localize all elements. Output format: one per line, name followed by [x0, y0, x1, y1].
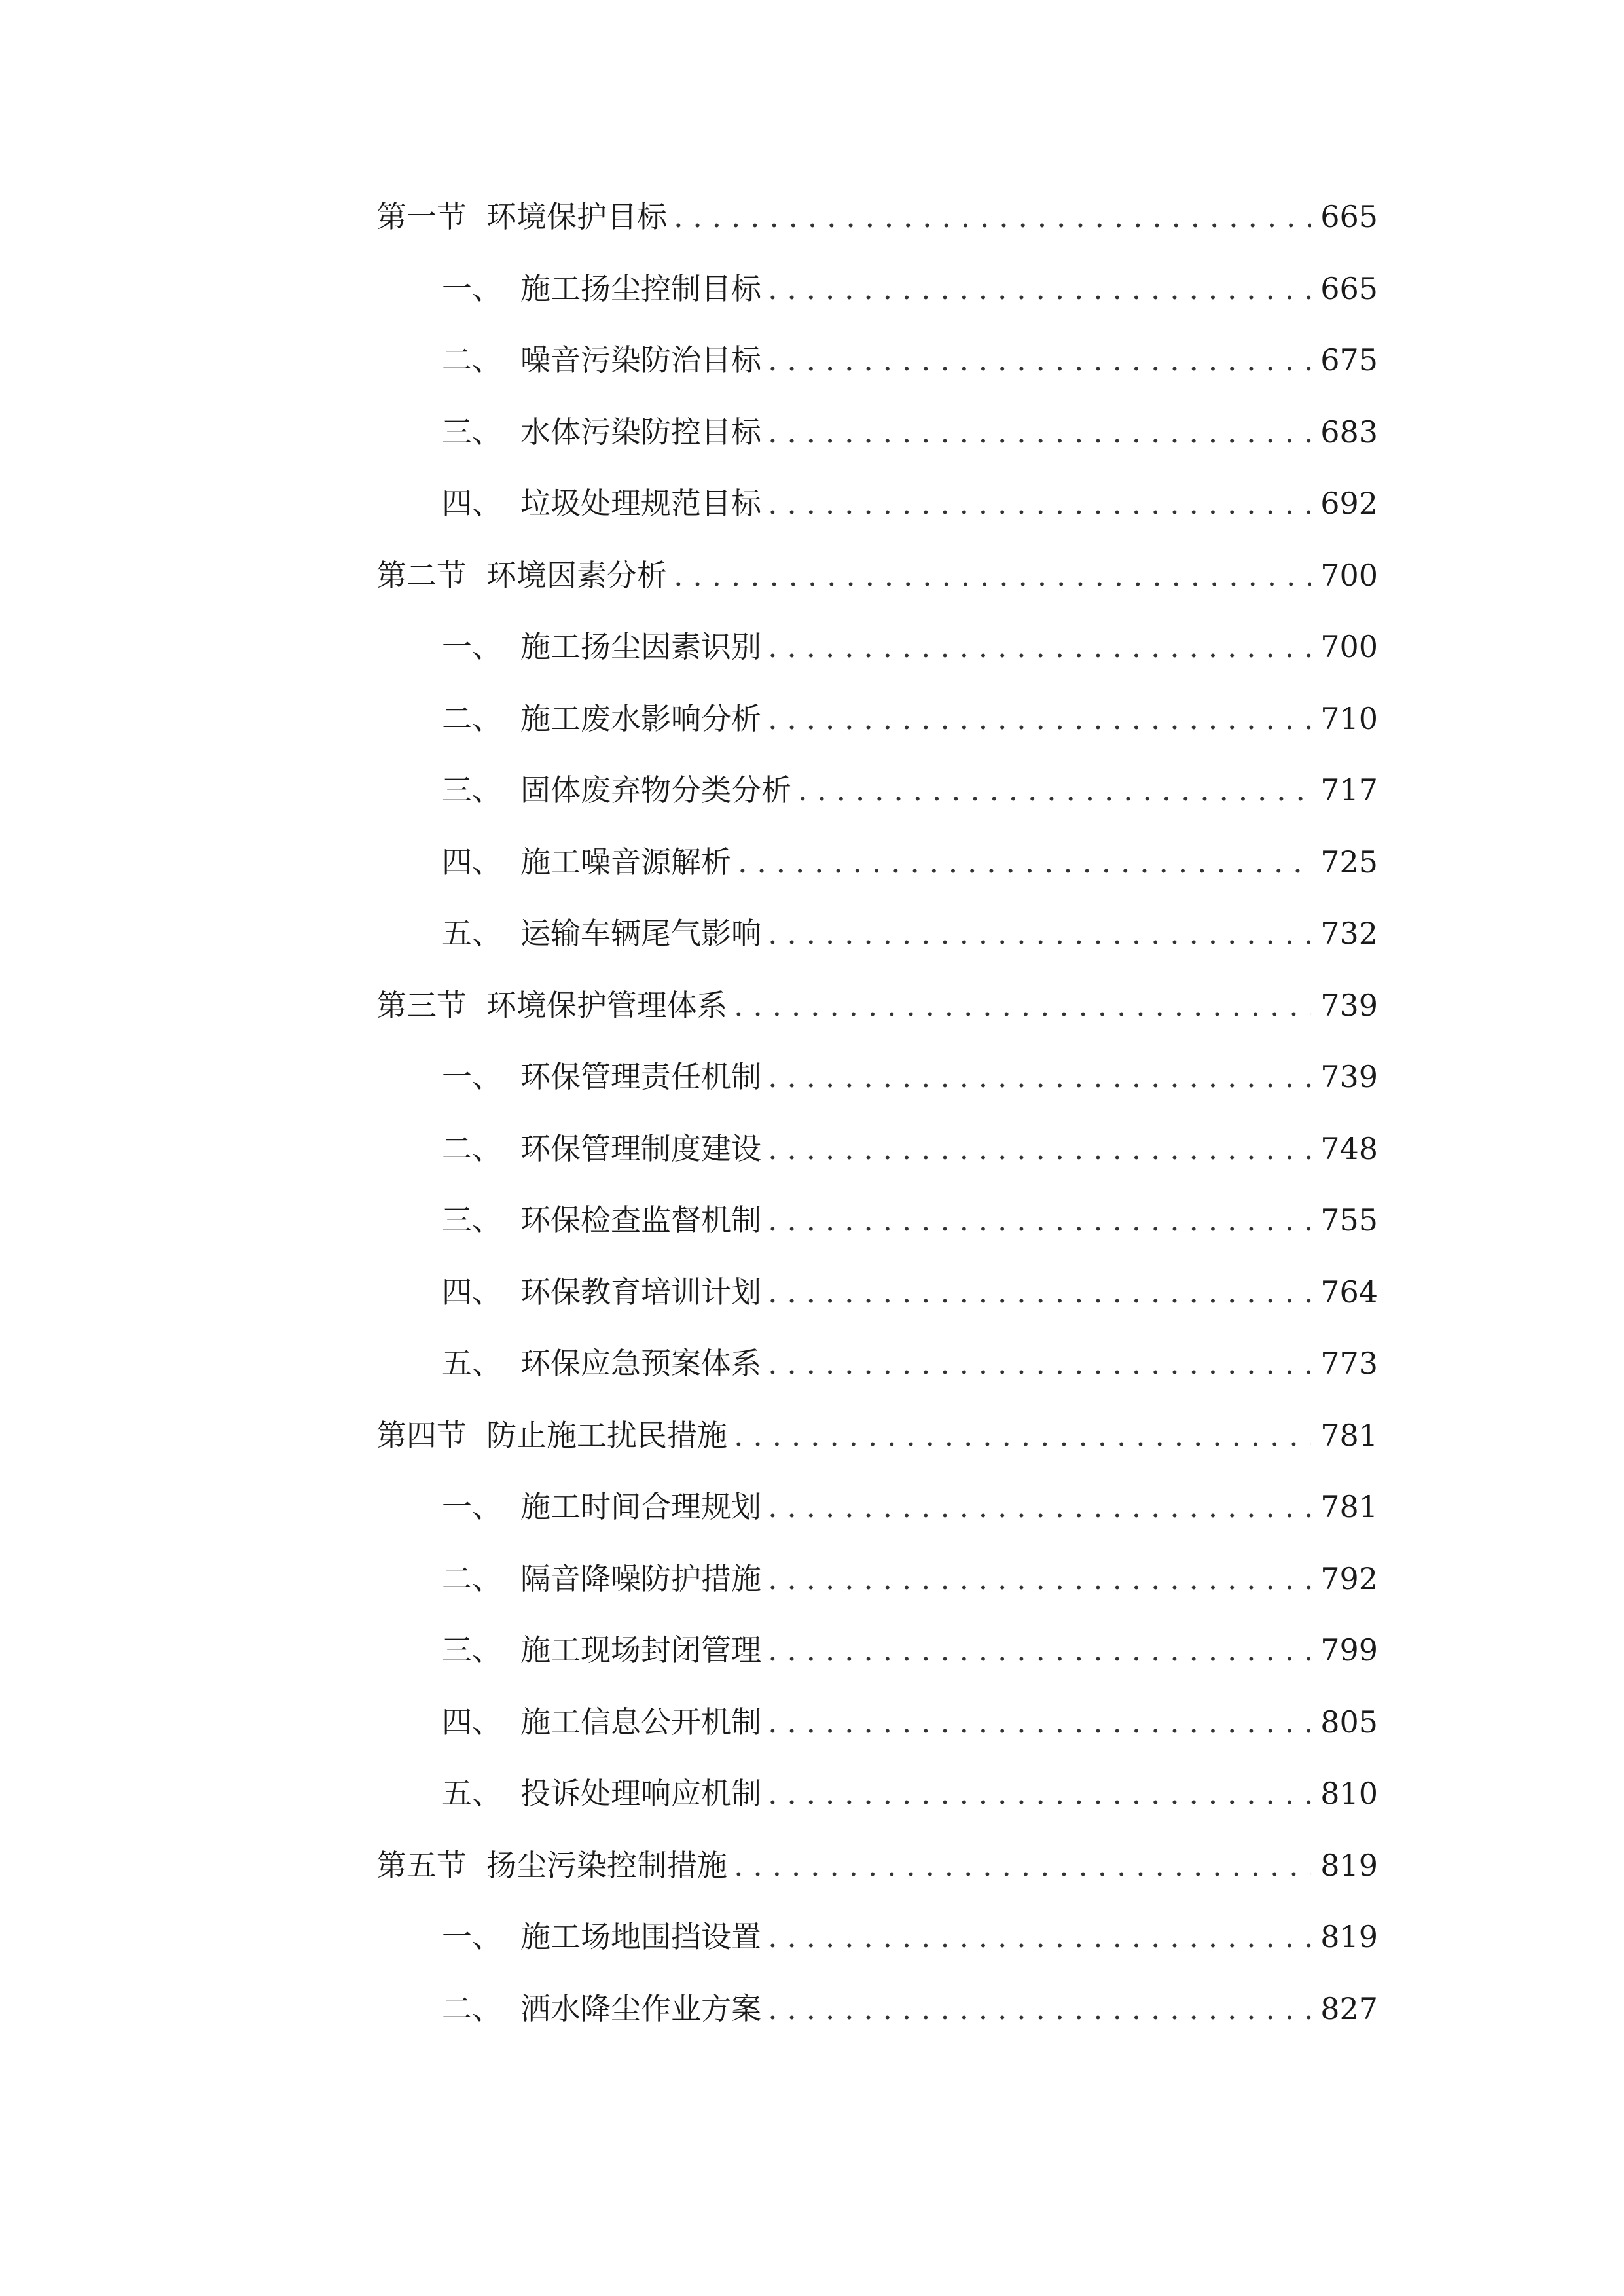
- toc-section-title: 环境保护管理体系: [486, 987, 727, 1023]
- toc-item-title: 施工扬尘控制目标: [520, 270, 761, 306]
- toc-item-title: 施工废水影响分析: [520, 700, 761, 736]
- toc-section-entry[interactable]: [376, 192, 1378, 264]
- toc-item-title: 固体废弃物分类分析: [520, 772, 791, 808]
- toc-dot-leader: [768, 1554, 1311, 1604]
- toc-section-title: 环境保护目标: [486, 199, 667, 234]
- toc-item-number: 二、: [442, 342, 502, 378]
- toc-item-number: 四、: [442, 844, 502, 880]
- toc-page-number: 725: [1320, 844, 1378, 880]
- toc-item-entry[interactable]: [376, 1912, 1378, 1984]
- toc-item-number: 四、: [442, 486, 502, 521]
- toc-item-number: 二、: [442, 1130, 502, 1166]
- toc-item-number: 二、: [442, 1560, 502, 1596]
- toc-dot-leader: [768, 622, 1311, 672]
- toc-item-entry[interactable]: [376, 478, 1378, 550]
- toc-page-number: 755: [1320, 1202, 1378, 1238]
- toc-item-entry[interactable]: [376, 1267, 1378, 1339]
- toc-dot-leader: [768, 1267, 1311, 1317]
- toc-item-entry[interactable]: [376, 694, 1378, 766]
- toc-item-entry[interactable]: [376, 1554, 1378, 1626]
- toc-dot-leader: [768, 407, 1311, 457]
- toc-page-number: 665: [1320, 270, 1378, 306]
- toc-item-title: 施工信息公开机制: [520, 1704, 761, 1740]
- toc-dot-leader: [768, 1912, 1311, 1962]
- toc-dot-leader: [768, 1697, 1311, 1747]
- toc-item-entry[interactable]: [376, 765, 1378, 837]
- toc-item-entry[interactable]: [376, 407, 1378, 479]
- toc-page-number: 773: [1320, 1346, 1378, 1381]
- toc-dot-leader: [768, 1052, 1311, 1102]
- toc-item-entry[interactable]: [376, 908, 1378, 980]
- toc-page-number: 805: [1320, 1704, 1378, 1740]
- toc-item-title: 运输车辆尾气影响: [520, 916, 761, 951]
- toc-item-entry[interactable]: [376, 1124, 1378, 1196]
- toc-item-title: 环保检查监督机制: [520, 1202, 761, 1238]
- toc-page-number: 683: [1320, 414, 1378, 450]
- toc-page-number: 799: [1320, 1632, 1378, 1668]
- toc-dot-leader: [768, 335, 1311, 385]
- toc-dot-leader: [768, 694, 1311, 744]
- toc-item-entry[interactable]: [376, 1697, 1378, 1769]
- toc-item-number: 一、: [442, 270, 502, 306]
- toc-item-title: 施工现场封闭管理: [520, 1632, 761, 1668]
- toc-dot-leader: [734, 980, 1311, 1030]
- toc-item-number: 三、: [442, 772, 502, 808]
- toc-page-number: 781: [1320, 1417, 1378, 1453]
- toc-item-title: 噪音污染防治目标: [520, 342, 761, 378]
- toc-item-entry[interactable]: [376, 264, 1378, 336]
- toc-item-title: 隔音降噪防护措施: [520, 1560, 761, 1596]
- toc-item-title: 环保教育培训计划: [520, 1274, 761, 1310]
- toc-dot-leader: [738, 837, 1311, 887]
- toc-dot-leader: [798, 765, 1311, 815]
- toc-page-number: 764: [1320, 1274, 1378, 1310]
- toc-page-number: 792: [1320, 1560, 1378, 1596]
- toc-item-number: 一、: [442, 1059, 502, 1094]
- toc-item-entry[interactable]: [376, 1052, 1378, 1124]
- toc-dot-leader: [768, 1124, 1311, 1174]
- toc-dot-leader: [768, 1195, 1311, 1245]
- toc-page-number: 717: [1320, 772, 1378, 808]
- toc-item-number: 二、: [442, 1990, 502, 2026]
- toc-dot-leader: [768, 478, 1311, 528]
- toc-item-entry[interactable]: [376, 1338, 1378, 1410]
- toc-dot-leader: [734, 1840, 1311, 1890]
- toc-item-title: 垃圾处理规范目标: [520, 486, 761, 521]
- toc-item-title: 投诉处理响应机制: [520, 1776, 761, 1811]
- toc-page-number: 739: [1320, 987, 1378, 1023]
- toc-item-title: 环保管理制度建设: [520, 1130, 761, 1166]
- toc-dot-leader: [768, 264, 1311, 314]
- toc-item-number: 四、: [442, 1274, 502, 1310]
- toc-section-title: 防止施工扰民措施: [486, 1417, 727, 1453]
- toc-item-number: 三、: [442, 1632, 502, 1668]
- toc-dot-leader: [734, 1410, 1311, 1460]
- toc-page-number: 710: [1320, 700, 1378, 736]
- toc-section-number: 第三节: [376, 987, 467, 1023]
- toc-dot-leader: [674, 192, 1311, 242]
- toc-dot-leader: [768, 1768, 1311, 1818]
- toc-dot-leader: [768, 1338, 1311, 1388]
- toc-section-entry[interactable]: [376, 1840, 1378, 1912]
- toc-item-number: 一、: [442, 1489, 502, 1524]
- toc-item-entry[interactable]: [376, 335, 1378, 407]
- toc-page-number: 692: [1320, 486, 1378, 521]
- toc-item-number: 四、: [442, 1704, 502, 1740]
- toc-item-entry[interactable]: [376, 1482, 1378, 1554]
- toc-section-number: 第二节: [376, 557, 467, 593]
- toc-item-number: 一、: [442, 1919, 502, 1954]
- toc-item-title: 施工场地围挡设置: [520, 1919, 761, 1954]
- toc-section-title: 扬尘污染控制措施: [486, 1847, 727, 1883]
- toc-page-number: 739: [1320, 1059, 1378, 1094]
- toc-item-number: 二、: [442, 700, 502, 736]
- toc-item-entry[interactable]: [376, 622, 1378, 694]
- toc-item-entry[interactable]: [376, 1625, 1378, 1697]
- toc-item-title: 环保管理责任机制: [520, 1059, 761, 1094]
- toc-section-entry[interactable]: [376, 980, 1378, 1052]
- toc-page-number: 700: [1320, 557, 1378, 593]
- toc-dot-leader: [768, 1482, 1311, 1532]
- table-of-contents: [376, 192, 1378, 2055]
- toc-page-number: 810: [1320, 1776, 1378, 1811]
- toc-page-number: 819: [1320, 1919, 1378, 1954]
- toc-item-title: 施工噪音源解析: [520, 844, 731, 880]
- toc-dot-leader: [768, 1625, 1311, 1675]
- toc-page-number: 675: [1320, 342, 1378, 378]
- toc-page-number: 700: [1320, 629, 1378, 664]
- toc-page-number: 732: [1320, 916, 1378, 951]
- toc-item-number: 五、: [442, 1776, 502, 1811]
- toc-item-number: 五、: [442, 1346, 502, 1381]
- toc-item-title: 施工时间合理规划: [520, 1489, 761, 1524]
- toc-dot-leader: [768, 1984, 1311, 2034]
- toc-section-number: 第四节: [376, 1417, 467, 1453]
- toc-item-entry[interactable]: [376, 1768, 1378, 1840]
- toc-item-title: 洒水降尘作业方案: [520, 1990, 761, 2026]
- toc-page-number: 665: [1320, 199, 1378, 234]
- toc-item-number: 一、: [442, 629, 502, 664]
- toc-item-entry[interactable]: [376, 1195, 1378, 1267]
- toc-page-number: 819: [1320, 1847, 1378, 1883]
- toc-item-title: 环保应急预案体系: [520, 1346, 761, 1381]
- toc-section-entry[interactable]: [376, 1410, 1378, 1482]
- toc-item-title: 施工扬尘因素识别: [520, 629, 761, 664]
- toc-section-number: 第五节: [376, 1847, 467, 1883]
- toc-item-number: 三、: [442, 1202, 502, 1238]
- toc-item-entry[interactable]: [376, 1984, 1378, 2056]
- toc-dot-leader: [768, 908, 1311, 958]
- toc-item-number: 三、: [442, 414, 502, 450]
- toc-page-number: 748: [1320, 1130, 1378, 1166]
- toc-section-entry[interactable]: [376, 550, 1378, 622]
- toc-section-title: 环境因素分析: [486, 557, 667, 593]
- toc-item-number: 五、: [442, 916, 502, 951]
- toc-section-number: 第一节: [376, 199, 467, 234]
- toc-item-title: 水体污染防控目标: [520, 414, 761, 450]
- toc-dot-leader: [674, 550, 1311, 600]
- toc-item-entry[interactable]: [376, 837, 1378, 909]
- toc-page-number: 827: [1320, 1990, 1378, 2026]
- toc-page-number: 781: [1320, 1489, 1378, 1524]
